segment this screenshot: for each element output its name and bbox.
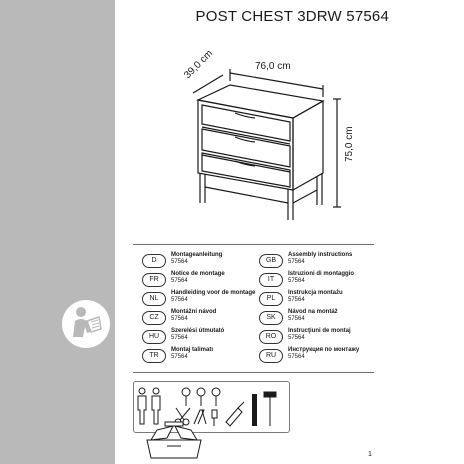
- language-code-badge: HU: [142, 330, 166, 344]
- toolbox-icon: [143, 420, 205, 460]
- language-row: [142, 252, 377, 269]
- divider-bottom: [133, 372, 374, 373]
- article-number: 57564: [171, 335, 188, 341]
- drill-icon: [226, 402, 244, 426]
- article-number: 57564: [171, 354, 188, 360]
- language-code-badge: RO: [259, 330, 283, 344]
- article-number: 57564: [288, 278, 305, 284]
- language-entry-fr: [142, 271, 259, 288]
- page-number: 1: [368, 451, 372, 458]
- language-code-badge: SK: [259, 311, 283, 325]
- chest-line-drawing: [185, 55, 360, 230]
- screwdriver-flat-icon: [197, 388, 205, 406]
- screwdriver-icon: [212, 410, 217, 426]
- language-code-badge: D: [142, 254, 166, 268]
- language-code-badge: GB: [259, 254, 283, 268]
- language-title: Handleiding voor de montage: [171, 290, 256, 296]
- language-entry-tr: [142, 347, 259, 364]
- width-dimension-label: 76,0 cm: [255, 61, 291, 72]
- language-row: [142, 271, 377, 288]
- language-title: Assembly instructions: [288, 252, 353, 258]
- language-row: [142, 328, 377, 345]
- language-entry-sk: [259, 309, 376, 326]
- screwdriver-phillips-icon: [212, 388, 220, 406]
- language-code-badge: NL: [142, 292, 166, 306]
- language-title: Montážní návod: [171, 309, 217, 315]
- left-sidebar: [0, 0, 115, 464]
- document-title: POST CHEST 3DRW 57564: [195, 8, 389, 25]
- language-entry-gb: [259, 252, 376, 269]
- height-dimension-label: 75,0 cm: [344, 126, 355, 162]
- language-title: Instrukcja montażu: [288, 290, 343, 296]
- depth-dimension-label: 39,0 cm: [182, 48, 216, 81]
- language-entry-ro: [259, 328, 376, 345]
- language-entry-d: [142, 252, 259, 269]
- language-code-badge: RU: [259, 349, 283, 363]
- article-number: 57564: [171, 259, 188, 265]
- article-number: 57564: [288, 297, 305, 303]
- language-title: Notice de montage: [171, 271, 225, 277]
- article-number: 57564: [288, 354, 305, 360]
- language-title: Instrucţiuni de montaj: [288, 328, 351, 334]
- language-entry-nl: [142, 290, 259, 307]
- language-entry-it: [259, 271, 376, 288]
- level-icon: [252, 394, 257, 426]
- language-title: Montageanleitung: [171, 252, 223, 258]
- article-number: 57564: [171, 297, 188, 303]
- two-person-assembly-icon: [138, 388, 160, 424]
- read-instructions-icon: [61, 299, 111, 349]
- language-row: [142, 347, 377, 364]
- language-entry-ru: [259, 347, 376, 364]
- awl-icon: [182, 388, 190, 406]
- article-number: 57564: [288, 259, 305, 265]
- article-number: 57564: [171, 316, 188, 322]
- article-number: 57564: [288, 316, 305, 322]
- language-row: [142, 309, 377, 326]
- divider-top: [133, 244, 374, 245]
- language-title: Návod na montáž: [288, 309, 338, 315]
- language-row: [142, 290, 377, 307]
- language-code-badge: FR: [142, 273, 166, 287]
- language-entry-cz: [142, 309, 259, 326]
- language-entry-pl: [259, 290, 376, 307]
- language-title: Szerelési útmutató: [171, 328, 225, 334]
- language-code-badge: PL: [259, 292, 283, 306]
- language-title: Istruzioni di montaggio: [288, 271, 354, 277]
- article-number: 57564: [171, 278, 188, 284]
- article-number: 57564: [288, 335, 305, 341]
- language-code-badge: IT: [259, 273, 283, 287]
- language-code-badge: TR: [142, 349, 166, 363]
- language-code-badge: CZ: [142, 311, 166, 325]
- language-list: [142, 252, 377, 366]
- language-entry-hu: [142, 328, 259, 345]
- language-title: Montaj talimatı: [171, 347, 214, 353]
- language-title: Инструкция по монтажу: [288, 347, 360, 353]
- hammer-icon: [264, 392, 276, 426]
